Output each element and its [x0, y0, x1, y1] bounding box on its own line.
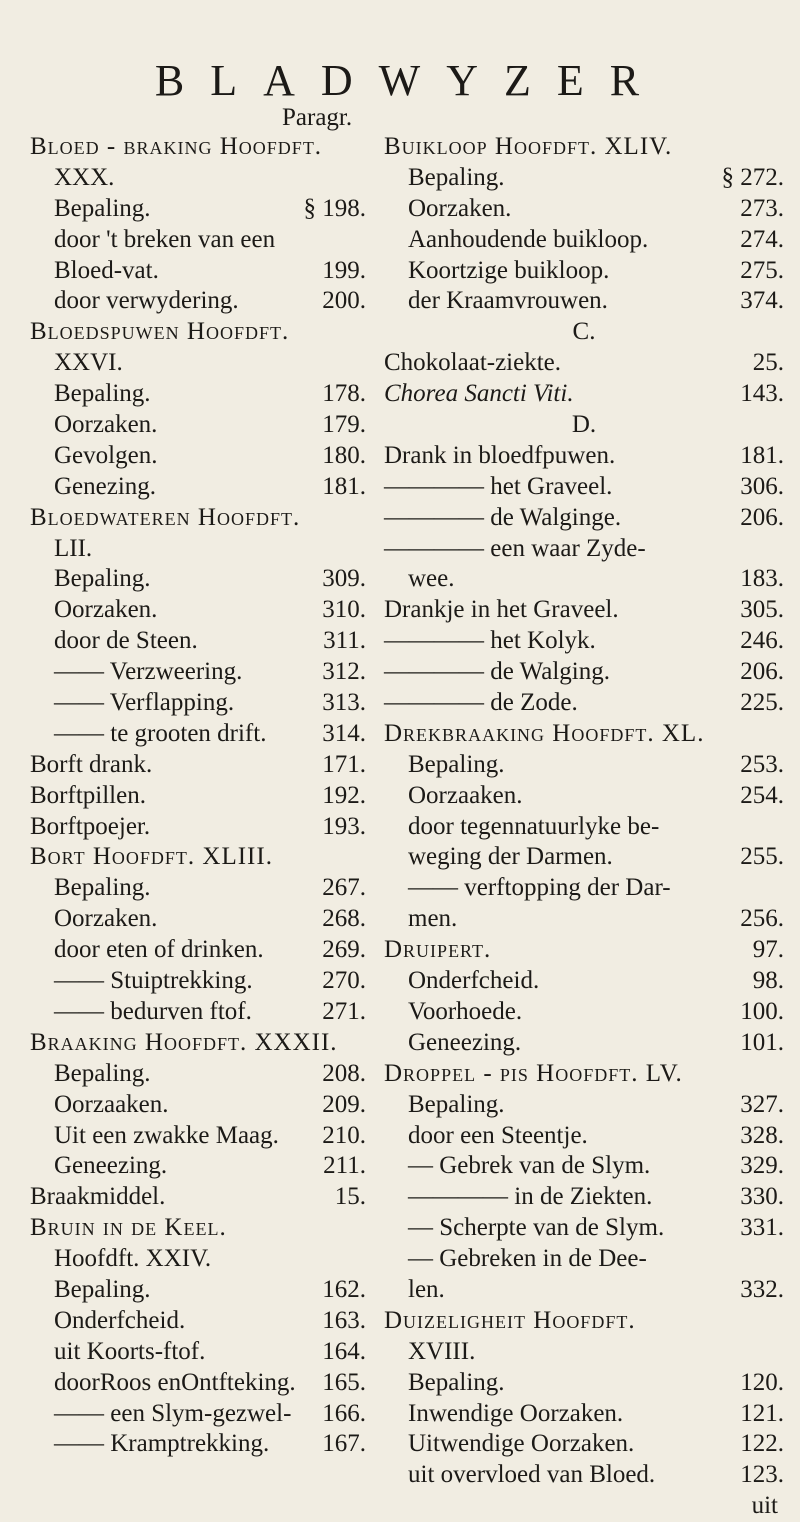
entry-number: 143. [740, 380, 784, 408]
entry-number: 180. [322, 441, 366, 469]
entry-label: Bepaling. [408, 1368, 505, 1396]
entry-label: ———— het Graveel. [384, 472, 613, 500]
entry-label: Bloed - braking Hoofdft. [30, 133, 323, 160]
index-entry [384, 1090, 784, 1121]
entry-number: 200. [322, 287, 366, 315]
entry-number: § 272. [721, 163, 784, 191]
entry-number: 171. [322, 750, 366, 778]
entry-label: Buikloop Hoofdft. XLIV. [384, 133, 673, 160]
index-entry [30, 750, 366, 781]
page-title: BLADWYZER [154, 56, 666, 105]
entry-number: 100. [740, 997, 784, 1025]
entry-number: 123. [740, 1461, 784, 1489]
index-entry [30, 1337, 366, 1368]
index-entry [384, 1491, 784, 1522]
index-entry [384, 966, 784, 997]
index-entry [384, 1213, 784, 1244]
index-entry [384, 626, 784, 657]
entry-number: 255. [740, 843, 784, 871]
entry-label: —— Stuiptrekking. [54, 967, 253, 995]
entry-label: Oorzaaken. [54, 1090, 169, 1118]
index-entry [30, 410, 366, 441]
entry-number: 206. [740, 658, 784, 686]
entry-number: 165. [322, 1368, 366, 1396]
entry-label: —— bedurven ftof. [54, 997, 252, 1025]
index-entry [30, 1306, 366, 1337]
index-entry [30, 1213, 366, 1244]
entry-number: 166. [322, 1399, 366, 1427]
index-entry [384, 1306, 784, 1337]
index-entry [384, 1337, 784, 1368]
entry-label: doorRoos enOntfteking. [54, 1368, 296, 1396]
index-entry [384, 194, 784, 225]
entry-label: Drank in bloedfpuwen. [384, 441, 616, 469]
index-entry [384, 1244, 784, 1275]
entry-number: 97. [752, 936, 784, 964]
entry-number: 267. [322, 874, 366, 902]
entry-label: Bepaling. [54, 1275, 151, 1303]
entry-label: —— Kramptrekking. [54, 1430, 270, 1458]
entry-number: 374. [740, 287, 784, 315]
entry-number: 206. [740, 503, 784, 531]
entry-number: 269. [322, 936, 366, 964]
entry-label: Duizeligheit Hoofdft. [384, 1306, 636, 1334]
entry-label: uit overvloed van Bloed. [408, 1461, 656, 1489]
entry-label: Bepaling. [408, 750, 505, 778]
entry-label: weging der Darmen. [408, 843, 613, 871]
index-entry [30, 688, 366, 719]
index-entry [384, 534, 784, 565]
entry-label: Oorzaken. [408, 194, 512, 222]
entry-number: 256. [740, 905, 784, 933]
entry-label: Druipert. [384, 936, 492, 964]
index-entry [30, 657, 366, 688]
entry-number: 306. [740, 472, 784, 500]
entry-label: ———— de Zode. [384, 689, 578, 717]
index-entry [384, 1429, 784, 1460]
index-entry [384, 348, 784, 379]
index-entry [384, 935, 784, 966]
entry-number: 162. [322, 1275, 366, 1303]
index-entry [384, 379, 784, 410]
entry-label: Droppel - pis Hoofdft. LV. [384, 1059, 683, 1087]
index-entry [30, 966, 366, 997]
entry-number: 167. [322, 1430, 366, 1458]
entry-label: door de Steen. [54, 627, 198, 655]
index-entry [384, 750, 784, 781]
entry-number: 179. [322, 411, 366, 439]
index-entry [384, 1275, 784, 1306]
entry-label: Bruin in de Keel. [30, 1214, 227, 1242]
entry-label: Oorzaken. [54, 596, 158, 624]
entry-label: Uit een zwakke Maag. [54, 1121, 279, 1149]
entry-label: Aanhoudende buikloop. [408, 225, 649, 253]
entry-number: 225. [740, 689, 784, 717]
entry-label: wee. [408, 565, 455, 593]
index-entry [30, 1275, 366, 1306]
index-entry [30, 997, 366, 1028]
index-entry [30, 564, 366, 595]
index-entry [384, 595, 784, 626]
entry-number: 271. [322, 997, 366, 1025]
index-entry [384, 1121, 784, 1152]
index-entry [30, 194, 366, 225]
entry-number: 328. [740, 1121, 784, 1149]
entry-label: Bloed-vat. [54, 256, 159, 284]
entry-label: Koortzige buikloop. [408, 256, 610, 284]
index-entry [30, 935, 366, 966]
index-entry [30, 256, 366, 287]
entry-label: Geneezing. [408, 1028, 522, 1056]
entry-label: door eten of drinken. [54, 936, 264, 964]
entry-number: 193. [322, 812, 366, 840]
index-entry [30, 873, 366, 904]
entry-number: § 198. [303, 194, 366, 222]
entry-number: 192. [322, 781, 366, 809]
index-entry [384, 688, 784, 719]
entry-label: Geneezing. [54, 1152, 168, 1180]
entry-label: Genezing. [54, 472, 157, 500]
entry-label: ———— de Walginge. [384, 503, 622, 531]
entry-label: D. [571, 411, 597, 439]
entry-label: Bepaling. [54, 874, 151, 902]
entry-number: 329. [740, 1152, 784, 1180]
entry-label: Bepaling. [54, 1059, 151, 1087]
index-entry [384, 781, 784, 812]
entry-number: 311. [323, 627, 366, 655]
entry-label: door 't breken van een [54, 225, 276, 253]
index-entry [30, 1244, 366, 1275]
entry-number: 163. [322, 1306, 366, 1334]
entry-label: Borftpillen. [30, 781, 146, 809]
entry-number: 210. [322, 1121, 366, 1149]
entry-number: 15. [334, 1183, 366, 1211]
entry-label: Bepaling. [54, 380, 151, 408]
entry-label: Borft drank. [30, 750, 153, 778]
index-entry [384, 1368, 784, 1399]
index-entry [30, 1121, 366, 1152]
index-entry [30, 1151, 366, 1182]
index-entry [384, 503, 784, 534]
entry-label: —— Verzweering. [54, 658, 243, 686]
entry-label: uit Koorts-ftof. [54, 1337, 206, 1365]
entry-label: Oorzaaken. [408, 781, 523, 809]
index-entry [30, 441, 366, 472]
entry-number: 310. [322, 596, 366, 624]
index-entry [30, 1368, 366, 1399]
index-entry [30, 348, 366, 379]
entry-label: C. [572, 318, 596, 346]
entry-label: Uitwendige Oorzaken. [408, 1430, 635, 1458]
index-entry [384, 997, 784, 1028]
entry-number: 101. [740, 1028, 784, 1056]
entry-label: Drankje in het Graveel. [384, 596, 619, 624]
entry-label: Bloedwateren Hoofdft. [30, 503, 301, 531]
index-entry [30, 379, 366, 410]
index-entry [30, 1090, 366, 1121]
entry-label: Braaking Hoofdft. XXXII. [30, 1028, 338, 1056]
index-entry [30, 132, 366, 163]
index-entry [384, 441, 784, 472]
index-entry [384, 472, 784, 503]
entry-number: 254. [740, 781, 784, 809]
entry-number: 332. [740, 1275, 784, 1303]
index-entry [384, 657, 784, 688]
entry-number: 98. [752, 967, 784, 995]
entry-label: XVIII. [408, 1337, 476, 1365]
entry-number: 25. [752, 349, 784, 377]
index-entry [30, 472, 366, 503]
entry-number: 181. [322, 472, 366, 500]
entry-label: ———— de Walging. [384, 658, 610, 686]
index-entry [30, 534, 366, 565]
index-entry [384, 1151, 784, 1182]
index-entry [384, 842, 784, 873]
entry-label: LII. [54, 534, 93, 562]
index-entry [384, 1028, 784, 1059]
entry-label: der Kraamvrouwen. [408, 287, 608, 315]
entry-number: 327. [740, 1090, 784, 1118]
entry-number: 330. [740, 1183, 784, 1211]
entry-number: 270. [322, 967, 366, 995]
index-entry [384, 225, 784, 256]
entry-label: Chokolaat-ziekte. [384, 349, 562, 377]
entry-label: ———— het Kolyk. [384, 627, 596, 655]
entry-label: Bort Hoofdft. XLIII. [30, 843, 273, 871]
index-entry [384, 904, 784, 935]
index-entry [30, 317, 366, 348]
entry-label: —— Verflapping. [54, 689, 235, 717]
entry-number: 164. [322, 1337, 366, 1365]
index-entry [384, 1460, 784, 1491]
entry-label: Onderfcheid. [54, 1306, 186, 1334]
entry-label: Bepaling. [408, 163, 505, 191]
entry-label: uit [751, 1492, 778, 1520]
entry-number: 305. [740, 596, 784, 624]
index-entry [30, 595, 366, 626]
index-entry [384, 873, 784, 904]
entry-label: — Gebrek van de Slym. [408, 1152, 651, 1180]
index-entry [384, 719, 784, 750]
index-entry [384, 286, 784, 317]
entry-label: XXX. [54, 163, 115, 191]
entry-number: 273. [740, 194, 784, 222]
entry-label: len. [408, 1275, 445, 1303]
index-entry [384, 812, 784, 843]
entry-number: 122. [740, 1430, 784, 1458]
entry-label: — Gebreken in de Dee- [408, 1245, 647, 1273]
index-entry [30, 286, 366, 317]
entry-label: door een Steentje. [408, 1121, 588, 1149]
entry-label: Bepaling. [408, 1090, 505, 1118]
entry-label: ———— een waar Zyde- [384, 534, 646, 562]
entry-number: 314. [322, 719, 366, 747]
index-entry [30, 163, 366, 194]
entry-number: 121. [740, 1399, 784, 1427]
entry-number: 120. [740, 1368, 784, 1396]
entry-label: Gevolgen. [54, 441, 158, 469]
entry-label: Bepaling. [54, 194, 151, 222]
entry-number: 211. [323, 1152, 366, 1180]
right-column [384, 132, 784, 1522]
index-entry [384, 1182, 784, 1213]
entry-number: 209. [322, 1090, 366, 1118]
entry-number: 312. [322, 658, 366, 686]
entry-label: Inwendige Oorzaken. [408, 1399, 624, 1427]
entry-label: — Scherpte van de Slym. [408, 1214, 665, 1242]
index-entry [30, 1399, 366, 1430]
entry-label: —— te grooten drift. [54, 719, 267, 747]
entry-number: 331. [740, 1214, 784, 1242]
index-entry [30, 781, 366, 812]
index-entry [384, 564, 784, 595]
entry-label: Braakmiddel. [30, 1183, 166, 1211]
entry-number: 246. [740, 627, 784, 655]
index-entry [30, 1182, 366, 1213]
entry-number: 274. [740, 225, 784, 253]
entry-number: 309. [322, 565, 366, 593]
index-entry [30, 1429, 366, 1460]
entry-label: ———— in de Ziekten. [408, 1183, 653, 1211]
index-entry [384, 256, 784, 287]
index-entry [30, 225, 366, 256]
paragraph-heading: Paragr. [282, 104, 353, 131]
index-entry [384, 410, 784, 441]
index-entry [30, 626, 366, 657]
entry-number: 313. [322, 689, 366, 717]
entry-number: 208. [322, 1059, 366, 1087]
entry-label: Voorhoede. [408, 997, 523, 1025]
index-entry [30, 842, 366, 873]
index-entry [30, 503, 366, 534]
entry-label: Borftpoejer. [30, 812, 151, 840]
entry-label: door verwydering. [54, 287, 239, 315]
entry-number: 178. [322, 380, 366, 408]
entry-label: Bloedspuwen Hoofdft. [30, 318, 290, 346]
entry-label: Chorea Sancti Viti. [384, 380, 574, 408]
index-entry [384, 1059, 784, 1090]
entry-label: —— verftopping der Dar- [408, 874, 671, 902]
entry-label: Onderfcheid. [408, 967, 540, 995]
entry-number: 181. [740, 441, 784, 469]
entry-label: men. [408, 905, 458, 933]
entry-label: XXVI. [54, 349, 123, 377]
entry-label: Hoofdft. XXIV. [54, 1245, 212, 1273]
index-entry [30, 719, 366, 750]
entry-number: 199. [322, 256, 366, 284]
entry-label: Bepaling. [54, 565, 151, 593]
entry-label: door tegennatuurlyke be- [408, 812, 660, 840]
index-entry [384, 163, 784, 194]
index-entry [30, 1059, 366, 1090]
index-entry [30, 904, 366, 935]
index-entry [384, 317, 784, 348]
entry-number: 183. [740, 565, 784, 593]
index-entry [30, 812, 366, 843]
index-entry [384, 132, 784, 163]
index-entry [384, 1399, 784, 1430]
index-entry [30, 1028, 366, 1059]
entry-number: 268. [322, 905, 366, 933]
entry-number: 275. [740, 256, 784, 284]
entry-label: Drekbraaking Hoofdft. XL. [384, 719, 705, 747]
left-column [30, 132, 366, 1460]
entry-label: Oorzaken. [54, 411, 158, 439]
entry-label: Oorzaken. [54, 905, 158, 933]
entry-number: 253. [740, 750, 784, 778]
entry-label: —— een Slym-gezwel- [54, 1399, 292, 1427]
